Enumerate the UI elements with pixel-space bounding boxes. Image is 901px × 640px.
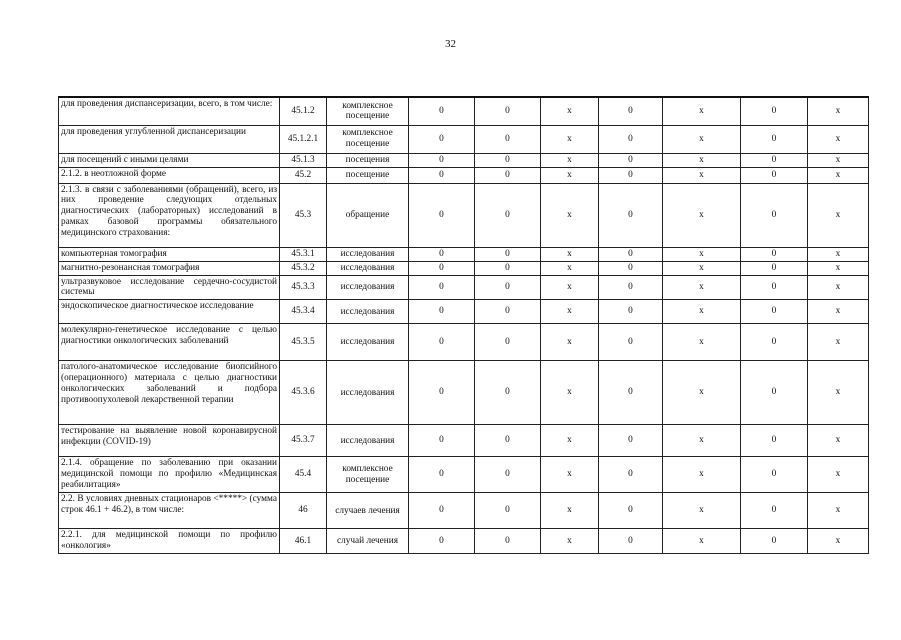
value-cell: 0 xyxy=(409,493,475,529)
value-cell: х xyxy=(808,457,869,493)
value-cell: 0 xyxy=(475,361,541,425)
value-cell: х xyxy=(663,425,741,457)
value-cell: 0 xyxy=(475,167,541,183)
value-cell: х xyxy=(808,183,869,247)
value-cell: х xyxy=(808,275,869,300)
value-cell: х xyxy=(663,153,741,167)
row-unit-cell: исследования xyxy=(327,324,409,361)
value-cell: х xyxy=(808,261,869,275)
row-unit-cell: обращение xyxy=(327,183,409,247)
value-cell: 0 xyxy=(409,457,475,493)
value-cell: 0 xyxy=(741,324,808,361)
value-cell: 0 xyxy=(599,425,663,457)
value-cell: 0 xyxy=(599,153,663,167)
row-name-cell: для проведения диспансеризации, всего, в том числе: xyxy=(59,97,280,125)
value-cell: х xyxy=(663,167,741,183)
value-cell: х xyxy=(663,361,741,425)
row-unit-cell: исследования xyxy=(327,247,409,261)
value-cell: х xyxy=(663,261,741,275)
row-unit-cell: случай лечения xyxy=(327,529,409,554)
row-unit-cell: исследования xyxy=(327,300,409,324)
table-row xyxy=(59,425,869,457)
value-cell: х xyxy=(663,97,741,125)
value-cell: 0 xyxy=(475,493,541,529)
table-row xyxy=(59,97,869,125)
row-code-cell: 45.3.7 xyxy=(280,425,327,457)
value-cell: х xyxy=(541,275,599,300)
value-cell: х xyxy=(541,457,599,493)
value-cell: х xyxy=(808,167,869,183)
value-cell: 0 xyxy=(741,167,808,183)
value-cell: х xyxy=(663,300,741,324)
row-name-cell: тестирование на выявление новой коронавирусной инфекции (COVID-19) xyxy=(59,425,280,457)
value-cell: х xyxy=(808,97,869,125)
value-cell: 0 xyxy=(475,153,541,167)
row-name-cell: 2.1.4. обращение по заболеванию при оказании медицинской помощи по профилю «Медицинская реабилитация» xyxy=(59,457,280,493)
row-code-cell: 46.1 xyxy=(280,529,327,554)
value-cell: 0 xyxy=(599,275,663,300)
table-row xyxy=(59,457,869,493)
value-cell: 0 xyxy=(475,324,541,361)
row-code-cell: 45.3.6 xyxy=(280,361,327,425)
value-cell: 0 xyxy=(409,300,475,324)
row-unit-cell: комплексное посещение xyxy=(327,125,409,153)
value-cell: х xyxy=(541,247,599,261)
row-unit-cell: посещение xyxy=(327,167,409,183)
table-body xyxy=(59,97,869,554)
row-name-cell: магнитно-резонансная томография xyxy=(59,261,280,275)
row-code-cell: 45.2 xyxy=(280,167,327,183)
value-cell: х xyxy=(808,361,869,425)
row-name-cell: патолого-анатомическое исследование биопсийного (операционного) материала с целью диагностики онкологических заболеваний и подбора противоопухолевой лекарственной терапии xyxy=(59,361,280,425)
table-row xyxy=(59,261,869,275)
row-code-cell: 45.1.2 xyxy=(280,97,327,125)
value-cell: 0 xyxy=(741,425,808,457)
value-cell: 0 xyxy=(475,529,541,554)
table-row xyxy=(59,300,869,324)
value-cell: 0 xyxy=(741,125,808,153)
table-row xyxy=(59,247,869,261)
value-cell: х xyxy=(663,125,741,153)
value-cell: х xyxy=(808,125,869,153)
value-cell: 0 xyxy=(599,261,663,275)
value-cell: х xyxy=(808,300,869,324)
row-code-cell: 46 xyxy=(280,493,327,529)
value-cell: 0 xyxy=(409,153,475,167)
value-cell: 0 xyxy=(599,300,663,324)
value-cell: х xyxy=(808,324,869,361)
value-cell: 0 xyxy=(409,247,475,261)
value-cell: х xyxy=(541,493,599,529)
row-code-cell: 45.3.1 xyxy=(280,247,327,261)
value-cell: 0 xyxy=(409,97,475,125)
value-cell: 0 xyxy=(409,361,475,425)
value-cell: 0 xyxy=(409,125,475,153)
value-cell: 0 xyxy=(741,153,808,167)
value-cell: х xyxy=(541,153,599,167)
value-cell: 0 xyxy=(409,167,475,183)
row-name-cell: ультразвуковое исследование сердечно-сосудистой системы xyxy=(59,275,280,300)
row-unit-cell: случаев лечения xyxy=(327,493,409,529)
value-cell: х xyxy=(541,183,599,247)
row-name-cell: 2.2.1. для медицинской помощи по профилю «онкология» xyxy=(59,529,280,554)
value-cell: х xyxy=(663,183,741,247)
page-number: 32 xyxy=(445,38,456,50)
value-cell: 0 xyxy=(599,493,663,529)
value-cell: х xyxy=(663,247,741,261)
row-name-cell: для посещений с иными целями xyxy=(59,153,280,167)
row-name-cell: компьютерная томография xyxy=(59,247,280,261)
value-cell: х xyxy=(808,247,869,261)
value-cell: 0 xyxy=(475,97,541,125)
table-row xyxy=(59,361,869,425)
row-name-cell: для проведения углубленной диспансеризации xyxy=(59,125,280,153)
value-cell: 0 xyxy=(741,300,808,324)
row-unit-cell: посещения xyxy=(327,153,409,167)
value-cell: х xyxy=(541,300,599,324)
value-cell: 0 xyxy=(475,247,541,261)
value-cell: 0 xyxy=(475,125,541,153)
value-cell: х xyxy=(541,529,599,554)
row-name-cell: эндоскопическое диагностическое исследование xyxy=(59,300,280,324)
row-unit-cell: комплексное посещение xyxy=(327,457,409,493)
value-cell: 0 xyxy=(599,97,663,125)
table-row xyxy=(59,493,869,529)
value-cell: 0 xyxy=(741,261,808,275)
value-cell: 0 xyxy=(741,275,808,300)
table-row xyxy=(59,167,869,183)
row-code-cell: 45.4 xyxy=(280,457,327,493)
table-row xyxy=(59,275,869,300)
value-cell: 0 xyxy=(475,261,541,275)
data-table xyxy=(58,96,869,554)
value-cell: 0 xyxy=(741,493,808,529)
value-cell: 0 xyxy=(475,275,541,300)
row-code-cell: 45.3.2 xyxy=(280,261,327,275)
value-cell: 0 xyxy=(475,425,541,457)
row-code-cell: 45.3 xyxy=(280,183,327,247)
value-cell: х xyxy=(541,167,599,183)
value-cell: 0 xyxy=(409,261,475,275)
table-row xyxy=(59,324,869,361)
row-name-cell: 2.1.3. в связи с заболеваниями (обращений), всего, из них проведение следующих отдельных диагностических (лабораторных) исследований в рамках базовой программы обязательного медицинского страхования: xyxy=(59,183,280,247)
row-unit-cell: исследования xyxy=(327,275,409,300)
row-code-cell: 45.3.5 xyxy=(280,324,327,361)
value-cell: 0 xyxy=(475,457,541,493)
value-cell: 0 xyxy=(599,361,663,425)
value-cell: х xyxy=(663,493,741,529)
value-cell: х xyxy=(808,493,869,529)
value-cell: х xyxy=(541,425,599,457)
value-cell: 0 xyxy=(409,275,475,300)
table-row xyxy=(59,529,869,554)
value-cell: х xyxy=(808,425,869,457)
value-cell: х xyxy=(663,275,741,300)
value-cell: х xyxy=(663,324,741,361)
table-row xyxy=(59,183,869,247)
row-unit-cell: исследования xyxy=(327,261,409,275)
row-unit-cell: исследования xyxy=(327,361,409,425)
value-cell: 0 xyxy=(599,457,663,493)
table-row xyxy=(59,153,869,167)
value-cell: 0 xyxy=(409,324,475,361)
value-cell: 0 xyxy=(599,183,663,247)
value-cell: 0 xyxy=(599,324,663,361)
value-cell: 0 xyxy=(599,125,663,153)
row-code-cell: 45.3.4 xyxy=(280,300,327,324)
value-cell: 0 xyxy=(741,529,808,554)
value-cell: 0 xyxy=(599,247,663,261)
value-cell: 0 xyxy=(475,300,541,324)
value-cell: 0 xyxy=(475,183,541,247)
value-cell: 0 xyxy=(409,529,475,554)
value-cell: х xyxy=(541,361,599,425)
value-cell: х xyxy=(541,97,599,125)
value-cell: х xyxy=(541,125,599,153)
row-code-cell: 45.3.3 xyxy=(280,275,327,300)
row-unit-cell: исследования xyxy=(327,425,409,457)
row-name-cell: 2.2. В условиях дневных стационаров <*****> (сумма строк 46.1 + 46.2), в том числе: xyxy=(59,493,280,529)
row-name-cell: молекулярно-генетическое исследование с целью диагностики онкологических заболеваний xyxy=(59,324,280,361)
value-cell: х xyxy=(663,529,741,554)
value-cell: 0 xyxy=(741,183,808,247)
value-cell: х xyxy=(541,261,599,275)
value-cell: 0 xyxy=(741,457,808,493)
table-row xyxy=(59,125,869,153)
value-cell: х xyxy=(808,153,869,167)
value-cell: х xyxy=(808,529,869,554)
value-cell: 0 xyxy=(409,183,475,247)
row-unit-cell: комплексное посещение xyxy=(327,97,409,125)
value-cell: 0 xyxy=(741,247,808,261)
value-cell: 0 xyxy=(599,167,663,183)
value-cell: 0 xyxy=(741,361,808,425)
row-code-cell: 45.1.3 xyxy=(280,153,327,167)
row-code-cell: 45.1.2.1 xyxy=(280,125,327,153)
value-cell: 0 xyxy=(741,97,808,125)
value-cell: 0 xyxy=(409,425,475,457)
value-cell: х xyxy=(541,324,599,361)
value-cell: 0 xyxy=(599,529,663,554)
row-name-cell: 2.1.2. в неотложной форме xyxy=(59,167,280,183)
value-cell: х xyxy=(663,457,741,493)
